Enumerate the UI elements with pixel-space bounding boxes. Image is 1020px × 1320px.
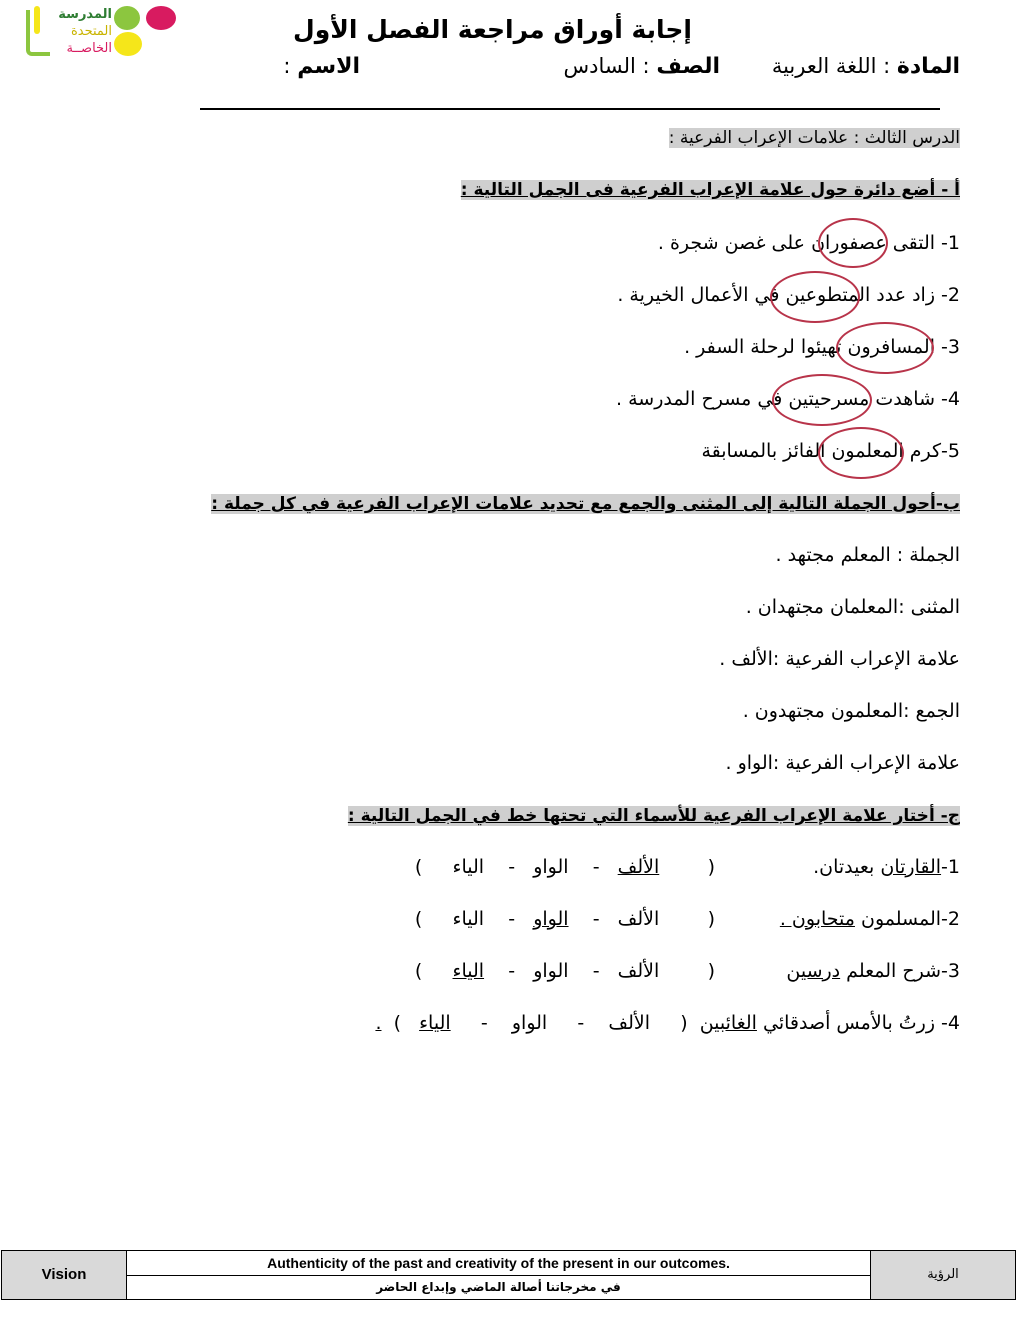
lesson-title: الدرس الثالث : علامات الإعراب الفرعية : [668, 128, 960, 148]
circled-word: عصفوران [811, 232, 887, 254]
grade-field [564, 54, 720, 79]
option-waw: الواو [511, 1012, 548, 1034]
option-waw: الواو [533, 908, 569, 930]
header-divider [200, 108, 940, 110]
logo-dot-pink [146, 6, 176, 30]
option-waw: الواو [533, 856, 569, 878]
section-c-heading: ج- أختار علامة الإعراب الفرعية للأسماء التي تحتها خط في الجمل التالية : [347, 806, 960, 826]
option-yaa: الياء [452, 856, 485, 878]
name-field [283, 54, 360, 79]
circled-word: المتطوعين [785, 284, 871, 306]
section-b-line-5: علامة الإعراب الفرعية :الواو . [725, 752, 960, 774]
section-c-item-1: 1-القارتان بعيدتان. [813, 856, 960, 878]
option-alif: الألف [617, 908, 660, 930]
option-yaa: الياء [452, 960, 485, 982]
name-label: الاسم [297, 54, 360, 79]
section-b-line-2: المثنى :المعلمان مجتهدان . [745, 596, 960, 618]
logo-line-2: المتحدة [70, 24, 112, 39]
logo-dot-yellow [114, 32, 142, 56]
logo-text [52, 6, 112, 57]
subject-label: المادة [896, 54, 960, 79]
section-c-options-1: ( الألف - الواو - الياء ) [414, 856, 715, 878]
section-c-item-2: 2-المسلمون متحابون . [779, 908, 960, 930]
grade-label: الصف [656, 54, 720, 79]
grade-value: : السادس [563, 54, 650, 78]
vision-en-cell [2, 1251, 127, 1299]
section-b-heading: ب-أحول الجملة التالية إلى المثنى والجمع مع تحديد علامات الإعراب الفرعية في كل جملة : [211, 494, 960, 514]
name-value: : [283, 54, 291, 78]
underlined-word: درسين [786, 960, 841, 982]
logo-line-3: الخاصــة [66, 41, 112, 56]
option-alif: الألف [617, 960, 660, 982]
option-yaa: الياء [419, 1012, 451, 1034]
section-b-line-3: علامة الإعراب الفرعية :الألف . [719, 648, 960, 670]
subject-field [772, 54, 960, 79]
section-b-line-1: الجملة : المعلم مجتهد . [775, 544, 960, 566]
vision-statement-ar: في مخرجاتنا أصالة الماضي وإبداع الحاضر [376, 1280, 621, 1294]
section-a-item-5: 5-كرم المعلمون الفائز بالمسابقة [701, 440, 960, 462]
answer-circle-3 [836, 322, 934, 374]
vision-en-label: Vision [41, 1266, 87, 1283]
circled-word: المعلمون [831, 440, 904, 462]
logo-line-1: المدرسة [58, 7, 112, 22]
section-a-item-1: 1- التقى عصفوران على غصن شجرة . [657, 232, 960, 254]
section-b-line-4: الجمع :المعلمون مجتهدون . [742, 700, 960, 722]
circled-word: مسرحيتين [788, 388, 870, 410]
logo-dot-green [114, 6, 140, 30]
vision-footer [1, 1250, 1016, 1300]
vision-ar-label: الرؤية [927, 1267, 959, 1282]
section-a-heading: أ - أضع دائرة حول علامة الإعراب الفرعية فى الجمل التالية : [460, 180, 960, 200]
page-title: إجابة أوراق مراجعة الفصل الأول [293, 15, 692, 44]
section-a-item-2: 2- زاد عدد المتطوعين في الأعمال الخيرية . [617, 284, 960, 306]
section-c-options-2: ( الألف - الواو - الياء ) [414, 908, 715, 930]
underlined-word: الغائبين [699, 1012, 757, 1034]
section-c-item-3: 3-شرح المعلم درسين [786, 960, 960, 982]
underlined-word: القارتان [880, 856, 942, 878]
vision-statement-cell [127, 1251, 871, 1299]
subject-value: : اللغة العربية [771, 54, 891, 78]
circled-word: المسافرون [847, 336, 935, 358]
school-logo [22, 4, 182, 60]
section-c-options-3: ( الألف - الواو - الياء ) [414, 960, 715, 982]
option-waw: الواو [533, 960, 569, 982]
answer-circle-5 [818, 427, 904, 479]
answer-circle-4 [772, 374, 872, 426]
answer-circle-2 [770, 271, 860, 323]
answer-circle-1 [818, 218, 888, 268]
logo-emblem-mark [34, 6, 40, 34]
section-a-item-3: 3- المسافرون تهيئوا لرحلة السفر . [684, 336, 960, 358]
option-alif: الألف [617, 856, 660, 878]
section-c-item-4: 4- زرتُ بالأمس أصدقائي الغائبين ( الألف - الواو - الياء ) . [375, 1012, 960, 1034]
option-yaa: الياء [452, 908, 485, 930]
section-a-item-4: 4- شاهدت مسرحيتين في مسرح المدرسة . [616, 388, 960, 410]
option-alif: الألف [608, 1012, 650, 1034]
vision-ar-cell [871, 1251, 1015, 1299]
underlined-word: متحابون . [779, 908, 855, 930]
vision-statement-en: Authenticity of the past and creativity of the present in our outcomes. [127, 1251, 870, 1276]
